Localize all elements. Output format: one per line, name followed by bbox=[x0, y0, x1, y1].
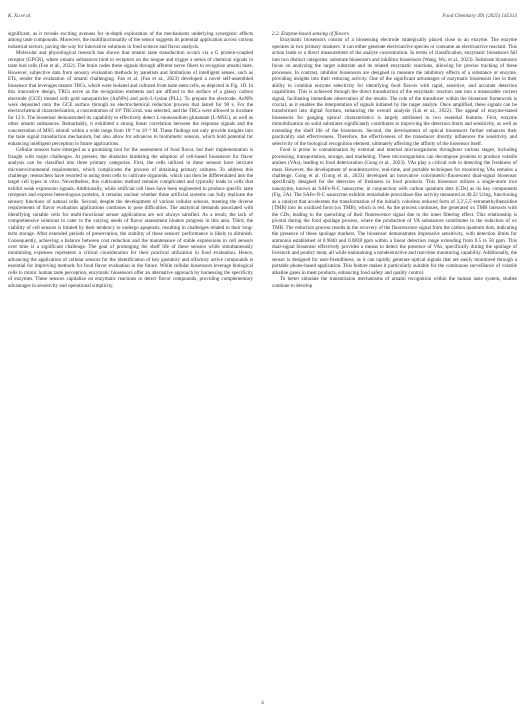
left-paragraph-3: Cellular sensors have emerged as a promising tool for the assessment of food flavor, but their implementation is fraught with major challenges. At present, the obstacles hindering the adoption of cell-based biosensors for flavor analysis can be classified into three primary categories. First, the cells utilized in these sensors have intricate microenvironmental requirements, which complicates the process of obtaining primary cultures. To address this challenge, researchers have resorted to using stem cells to cultivate organoids, which can then be differentiated into the target cell types in vitro. Nevertheless, this cultivation method remains complicated and typically leads to cells that exhibit weak expression signals. Additionally, while artificial cell lines have been engineered to produce specific taste receptors and express heterologous proteins, it remains unclear whether these artificial systems can fully replicate the sensory functions of natural cells. Second, despite the development of various cellular sensors, meeting the diverse requirements of flavor evaluation applications continues to pose difficulties. The analytical demands associated with identifying suitable cells for multi-functional sensor applications are not always satisfied. As a result, the lack of comprehensive solutions to cater to the varying needs of flavor assessment hinders progress in this area. Third, the viability of cell sensors is limited by their tendency to undergo apoptosis, resulting in challenges related to their long-term storage. After extended periods of preservation, the stability of these sensors' performance is likely to diminish. Consequently, achieving a balance between cost reduction and the maintenance of stable expressions in cell sensors over time is a significant challenge. The goal of prolonging the shelf life of these sensors while simultaneously minimizing expenses represents a critical consideration for their practical utilization in food evaluation. Hence, advancing the application of cellular sensors for the identification of key gustatory and olfactory active compounds is essential for improving methods for food flavor evaluation in the future. While cellular biosensors leverage biological cells to mimic human taste perception, enzymatic biosensors offer an alternative approach by harnessing the specificity of enzymes. These sensors capitalize on enzymatic reactions to detect flavor compounds, providing complementary advantages in sensitivity and operational simplicity. bbox=[8, 147, 253, 289]
running-header bbox=[8, 13, 517, 22]
left-column bbox=[8, 31, 253, 289]
right-paragraph-2: Food is prone to contamination by external and internal microorganisms throughout various stages, including processing, transportation, storage, and marketing. These microorganisms can decompose proteins to produce volatile amines (VAs), leading to food deterioration (Gong et al., 2023). VAs play a critical role in detecting the freshness of meat. However, the development of nondestructive, real-time, and portable techniques for monitoring VAs remains a challenge. Gong et al. (Gong et al., 2023) developed an innovative colorimetric-fluorescent dual-signal biosensor specifically designed for the detection of freshness in food products. This biosensor utilizes a single-atom iron nanozyme, known as SAFe-N-C nanozyme, in conjunction with carbon quantum dots (CDs) as its key components (Fig. 2A). The SAFe-N-C nanozyme exhibits remarkable peroxidase-like activity measured at 40.22 U/mg, functioning as a catalyst that accelerates the transformation of the initially colorless reduced form of 3,3',5,5'-tetramethylbenzidine (TMB) into its oxidized form (ox TMB), which is red. As the process continues, the generated ox TMB interacts with the CDs, leading to the quenching of their fluorescence signal due to the inner filtering effect. This relationship is pivotal during the food spoilage process, where the production of VA substances contributes to the reduction of ox TMB. The reduction process results in the recovery of the fluorescence signal from the carbon quantum dots, indicating the presence of these spoilage markers. The biosensor demonstrates impressive sensitivity, with detection limits for ammonia established at 0.9840 and 0.0838 ppm within a linear detection range extending from 0.5 to 50 ppm. This dual-signal biosensor effectively provides a means to detect the presence of VAs, specifically during the spoilage of livestock and poultry meat, all while maintaining a nondestructive and real-time monitoring capability. Additionally, the sensor is designed for user-friendliness, as it can rapidly generate optical signals that are easily monitored through a portable phone-based application. This feature makes it particularly suitable for the continuous surveillance of volatile alkaline gases in meat products, enhancing food safety and quality control. bbox=[272, 147, 517, 276]
right-paragraph-3: To better simulate the transmission mechanisms of umami recognition within the human taste system, studies continue to develop bbox=[272, 276, 517, 289]
section-heading: 2.2. Enzyme-based sensing of flavors bbox=[272, 31, 349, 37]
page-number: 4 bbox=[261, 701, 264, 706]
right-column bbox=[272, 31, 517, 289]
header-authors: K. Xu et al. bbox=[8, 13, 32, 19]
header-journal: Food Chemistry 491 (2025) 145313 bbox=[442, 13, 517, 19]
left-paragraph-2: Molecular and physiological research has shown that umami taste transduction occurs via a G protein-coupled receptor (GPCR), where umami substances bind to receptors on the tongue and trigger a series of chemical signals in taste bud cells (Fan et al., 2022). The brain codes these signals through afferent nerve fibers to recognize umami taste. However, subjective data from sensory evaluation methods by panelists and limitations of intelligent senses, such as ETs, render the evaluation of umami challenging. Fan et al. (Fan et al., 2023) developed a novel self-assembled biosensor that leverages mature TRCs, which were isolated and cultured from taste stem cells, as depicted in Fig. 1D. In this innovative design, TRCs serve as the recognition elements and are affixed to the surface of a glassy carbon electrode (GCE) treated with gold nanoparticles (AuNPs) and poly-L-lysine (PLL). To prepare the electrode, AuNPs were deposited onto the GCE surface through an electrochemical reduction process that lasted for 90 s. For the electrochemical characterization, a concentration of 10⁶ TRCs/mL was selected, and the TRCs were allowed to incubate for 12 h. The biosensor demonstrated its capability to effectively detect L-monosodium glutamate (L-MSG), as well as other umami substances. Remarkably, it exhibited a strong linear correlation between the response signals and the concentration of MSG stimuli within a wide range from 10⁻⁹ to 10⁻⁵ M. These findings not only provide insights into the taste signal transduction mechanism, but also allow for advances in biomimetic sensors, which hold potential for enhancing intelligent perception in future applications. bbox=[8, 50, 253, 147]
right-paragraph-1: Enzymatic biosensors consist of a biosensing electrode strategically placed close to an enzyme. The enzyme operates in two primary manners: it can either generate electroactive species or consume an electroactive reactant. This action leads to a direct measurement of the analyte concentration. In terms of classification, enzymatic biosensors fall into two distinct categories: substrate biosensors and inhibitor biosensors (Wang, Wu, et al., 2023). Substrate biosensors focus on analyzing the target substrate and its related enzymatic reactions, allowing for precise tracking of these processes. In contrast, inhibitor biosensors are designed to measure the inhibitory effects of a substance or enzyme, providing insights into their reducing activity. One of the significant advantages of enzymatic biosensors lies in their ability to combine enzyme selectivity for identifying food flavors with rapid, sensitive, and accurate detection capabilities. This is achieved through the direct transduction of the enzymatic reaction rate into a measurable current signal, facilitating immediate observation of the results. The role of the transducer within the biosensor framework is crucial, as it enables the interpretation of signals initiated by the target analyte. Once amplified, these signals can be transformed into digital formats, enhancing the overall analysis (Lin et al., 2022). The appeal of enzyme-based biosensors for gauging optical characteristics is largely attributed to two essential features. First, enzyme immobilization on solid substrates significantly contributes to improving the detection limits and sensitivity, as well as extending the shelf life of the biosensors. Second, the development of optical biosensors further enhances their practicality and effectiveness. Therefore, the effectiveness of the transducer directly influences the sensitivity and selectivity of the biological recognition element, ultimately affecting the affinity of the biosensor itself. bbox=[272, 37, 517, 147]
left-paragraph-1: significant, as it reveals exciting avenues for in-depth exploration of the mechanisms underlying synergistic effects among taste compounds. Moreover, the multifunctionality of the sensor suggests its potential application across various industrial sectors, paving the way for innovative solutions in food science and flavor analysis. bbox=[8, 31, 253, 50]
